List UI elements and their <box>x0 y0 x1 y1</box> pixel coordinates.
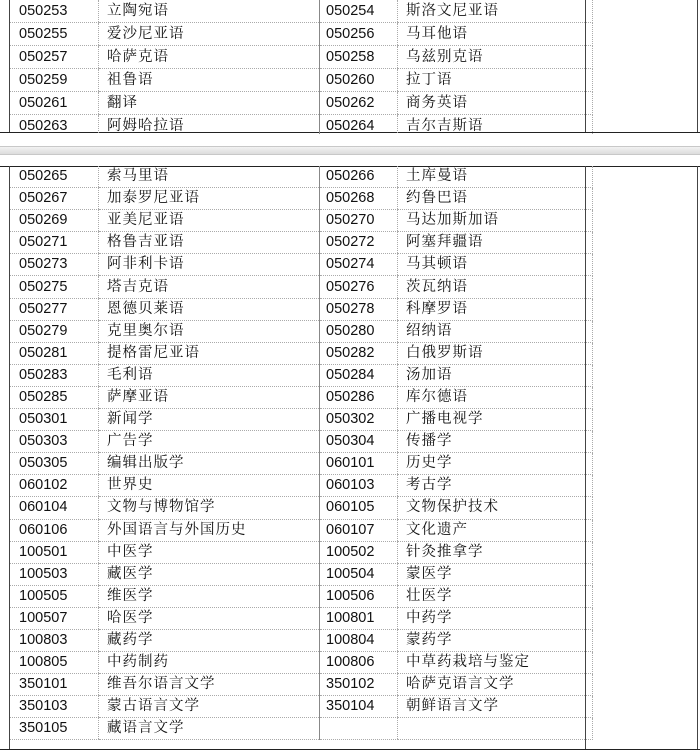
major-name-cell: 中药制药 <box>99 652 320 674</box>
major-name-cell: 针灸推拿学 <box>398 541 593 563</box>
table-row <box>10 497 593 519</box>
major-name-cell: 哈医学 <box>99 607 320 629</box>
major-name-cell: 斯洛文尼亚语 <box>398 0 593 23</box>
major-code-cell: 060106 <box>10 519 99 541</box>
major-name-cell: 马其顿语 <box>398 254 593 276</box>
major-name-cell: 蒙药学 <box>398 629 593 651</box>
major-code-cell: 060103 <box>320 475 398 497</box>
major-name-cell: 文物与博物馆学 <box>99 497 320 519</box>
major-code-cell: 100805 <box>10 652 99 674</box>
major-name-cell: 哈萨克语言文学 <box>398 674 593 696</box>
major-code-cell: 100505 <box>10 585 99 607</box>
major-name-cell: 新闻学 <box>99 409 320 431</box>
page-break <box>0 134 700 165</box>
major-name-cell: 阿非利卡语 <box>99 254 320 276</box>
major-code-cell: 350101 <box>10 674 99 696</box>
major-name-cell: 蒙古语言文学 <box>99 696 320 718</box>
major-name-cell: 历史学 <box>398 453 593 475</box>
major-name-cell: 藏语言文学 <box>99 718 320 740</box>
major-code-cell: 050280 <box>320 320 398 342</box>
major-code-cell: 350103 <box>10 696 99 718</box>
major-code-cell: 050265 <box>10 166 99 188</box>
major-name-cell: 翻译 <box>99 92 320 115</box>
major-name-cell: 塔吉克语 <box>99 276 320 298</box>
major-name-cell: 茨瓦纳语 <box>398 276 593 298</box>
table-row <box>10 23 593 46</box>
major-code-cell: 050262 <box>320 92 398 115</box>
table-row <box>10 342 593 364</box>
major-code-cell: 050260 <box>320 69 398 92</box>
major-name-cell: 维吾尔语言文学 <box>99 674 320 696</box>
major-code-cell: 050266 <box>320 166 398 188</box>
major-code-cell: 050267 <box>10 188 99 210</box>
major-name-cell: 文化遗产 <box>398 519 593 541</box>
major-name-cell: 加泰罗尼亚语 <box>99 188 320 210</box>
table-row <box>10 453 593 475</box>
major-code-cell: 100501 <box>10 541 99 563</box>
major-code-cell: 100804 <box>320 629 398 651</box>
major-code-cell: 050303 <box>10 431 99 453</box>
table-row <box>10 298 593 320</box>
major-name-cell: 文物保护技术 <box>398 497 593 519</box>
major-name-cell: 爱沙尼亚语 <box>99 23 320 46</box>
major-name-cell: 阿塞拜疆语 <box>398 232 593 254</box>
major-code-cell: 060104 <box>10 497 99 519</box>
major-code-cell: 050270 <box>320 210 398 232</box>
major-code-cell <box>320 718 398 740</box>
major-code-cell: 350102 <box>320 674 398 696</box>
major-code-cell: 100506 <box>320 585 398 607</box>
major-code-cell: 050257 <box>10 46 99 69</box>
major-name-cell: 汤加语 <box>398 364 593 386</box>
table-section-top <box>0 0 700 133</box>
major-code-cell: 050273 <box>10 254 99 276</box>
major-name-cell: 库尔德语 <box>398 386 593 408</box>
table-row <box>10 0 593 23</box>
major-name-cell: 乌兹别克语 <box>398 46 593 69</box>
major-code-cell: 100803 <box>10 629 99 651</box>
major-name-cell: 祖鲁语 <box>99 69 320 92</box>
table-section-bottom <box>0 166 700 750</box>
major-name-cell: 吉尔吉斯语 <box>398 115 593 138</box>
major-code-cell: 050264 <box>320 115 398 138</box>
major-code-table <box>10 166 593 740</box>
major-code-cell: 050281 <box>10 342 99 364</box>
major-code-cell: 050275 <box>10 276 99 298</box>
major-code-cell: 100806 <box>320 652 398 674</box>
major-code-cell: 050263 <box>10 115 99 138</box>
table-row <box>10 475 593 497</box>
major-code-cell: 050304 <box>320 431 398 453</box>
major-code-cell: 050282 <box>320 342 398 364</box>
major-name-cell: 广告学 <box>99 431 320 453</box>
major-name-cell: 亚美尼亚语 <box>99 210 320 232</box>
major-code-cell: 050305 <box>10 453 99 475</box>
major-code-cell: 050255 <box>10 23 99 46</box>
major-name-cell: 科摩罗语 <box>398 298 593 320</box>
major-name-cell: 壮医学 <box>398 585 593 607</box>
major-name-cell: 绍纳语 <box>398 320 593 342</box>
major-name-cell: 立陶宛语 <box>99 0 320 23</box>
major-name-cell: 拉丁语 <box>398 69 593 92</box>
page-break-bar <box>0 146 700 155</box>
major-name-cell: 马达加斯加语 <box>398 210 593 232</box>
major-name-cell <box>398 718 593 740</box>
major-code-cell: 050253 <box>10 0 99 23</box>
table-row <box>10 46 593 69</box>
major-code-cell: 050258 <box>320 46 398 69</box>
table-row <box>10 69 593 92</box>
major-name-cell: 中药学 <box>398 607 593 629</box>
table-row <box>10 210 593 232</box>
table-row <box>10 629 593 651</box>
major-name-cell: 外国语言与外国历史 <box>99 519 320 541</box>
major-code-cell: 050274 <box>320 254 398 276</box>
major-name-cell: 世界史 <box>99 475 320 497</box>
major-code-cell: 100502 <box>320 541 398 563</box>
table-row <box>10 431 593 453</box>
major-code-cell: 050269 <box>10 210 99 232</box>
major-code-cell: 100503 <box>10 563 99 585</box>
major-name-cell: 提格雷尼亚语 <box>99 342 320 364</box>
major-code-table <box>10 0 593 138</box>
major-name-cell: 萨摩亚语 <box>99 386 320 408</box>
major-code-cell: 050285 <box>10 386 99 408</box>
major-name-cell: 克里奥尔语 <box>99 320 320 342</box>
major-code-cell: 050272 <box>320 232 398 254</box>
major-code-cell: 100504 <box>320 563 398 585</box>
table-row <box>10 254 593 276</box>
table-row <box>10 386 593 408</box>
major-code-cell: 100507 <box>10 607 99 629</box>
major-name-cell: 藏医学 <box>99 563 320 585</box>
table-row <box>10 232 593 254</box>
table-border <box>697 0 698 133</box>
major-code-cell: 060105 <box>320 497 398 519</box>
major-name-cell: 中医学 <box>99 541 320 563</box>
major-name-cell: 中草药栽培与鉴定 <box>398 652 593 674</box>
major-code-cell: 050286 <box>320 386 398 408</box>
major-code-cell: 050302 <box>320 409 398 431</box>
major-code-cell: 050261 <box>10 92 99 115</box>
major-name-cell: 蒙医学 <box>398 563 593 585</box>
table-row <box>10 409 593 431</box>
major-code-cell: 050279 <box>10 320 99 342</box>
major-name-cell: 广播电视学 <box>398 409 593 431</box>
major-code-cell: 050278 <box>320 298 398 320</box>
major-code-cell: 350105 <box>10 718 99 740</box>
major-name-cell: 编辑出版学 <box>99 453 320 475</box>
major-name-cell: 约鲁巴语 <box>398 188 593 210</box>
major-name-cell: 阿姆哈拉语 <box>99 115 320 138</box>
major-name-cell: 维医学 <box>99 585 320 607</box>
major-code-cell: 050259 <box>10 69 99 92</box>
major-code-cell: 060107 <box>320 519 398 541</box>
table-row <box>10 607 593 629</box>
table-row <box>10 541 593 563</box>
table-row <box>10 585 593 607</box>
major-name-cell: 哈萨克语 <box>99 46 320 69</box>
major-name-cell: 恩德贝莱语 <box>99 298 320 320</box>
major-code-cell: 050254 <box>320 0 398 23</box>
major-name-cell: 索马里语 <box>99 166 320 188</box>
major-code-cell: 060102 <box>10 475 99 497</box>
major-name-cell: 传播学 <box>398 431 593 453</box>
table-row <box>10 276 593 298</box>
major-name-cell: 朝鲜语言文学 <box>398 696 593 718</box>
major-name-cell: 土库曼语 <box>398 166 593 188</box>
table-border <box>697 166 698 750</box>
major-name-cell: 毛利语 <box>99 364 320 386</box>
major-name-cell: 白俄罗斯语 <box>398 342 593 364</box>
major-code-cell: 050268 <box>320 188 398 210</box>
table-row <box>10 364 593 386</box>
major-code-cell: 050283 <box>10 364 99 386</box>
major-code-cell: 050256 <box>320 23 398 46</box>
major-code-cell: 050276 <box>320 276 398 298</box>
major-code-cell: 050277 <box>10 298 99 320</box>
table-row <box>10 519 593 541</box>
major-name-cell: 藏药学 <box>99 629 320 651</box>
major-code-cell: 060101 <box>320 453 398 475</box>
table-row <box>10 563 593 585</box>
major-name-cell: 商务英语 <box>398 92 593 115</box>
table-row <box>10 166 593 188</box>
major-name-cell: 考古学 <box>398 475 593 497</box>
major-code-cell: 100801 <box>320 607 398 629</box>
table-row <box>10 718 593 740</box>
major-code-cell: 050284 <box>320 364 398 386</box>
major-code-cell: 050301 <box>10 409 99 431</box>
table-row <box>10 188 593 210</box>
table-row <box>10 92 593 115</box>
table-row <box>10 320 593 342</box>
major-name-cell: 马耳他语 <box>398 23 593 46</box>
table-row <box>10 696 593 718</box>
major-code-cell: 050271 <box>10 232 99 254</box>
major-name-cell: 格鲁吉亚语 <box>99 232 320 254</box>
table-row <box>10 652 593 674</box>
table-row <box>10 674 593 696</box>
major-code-cell: 350104 <box>320 696 398 718</box>
